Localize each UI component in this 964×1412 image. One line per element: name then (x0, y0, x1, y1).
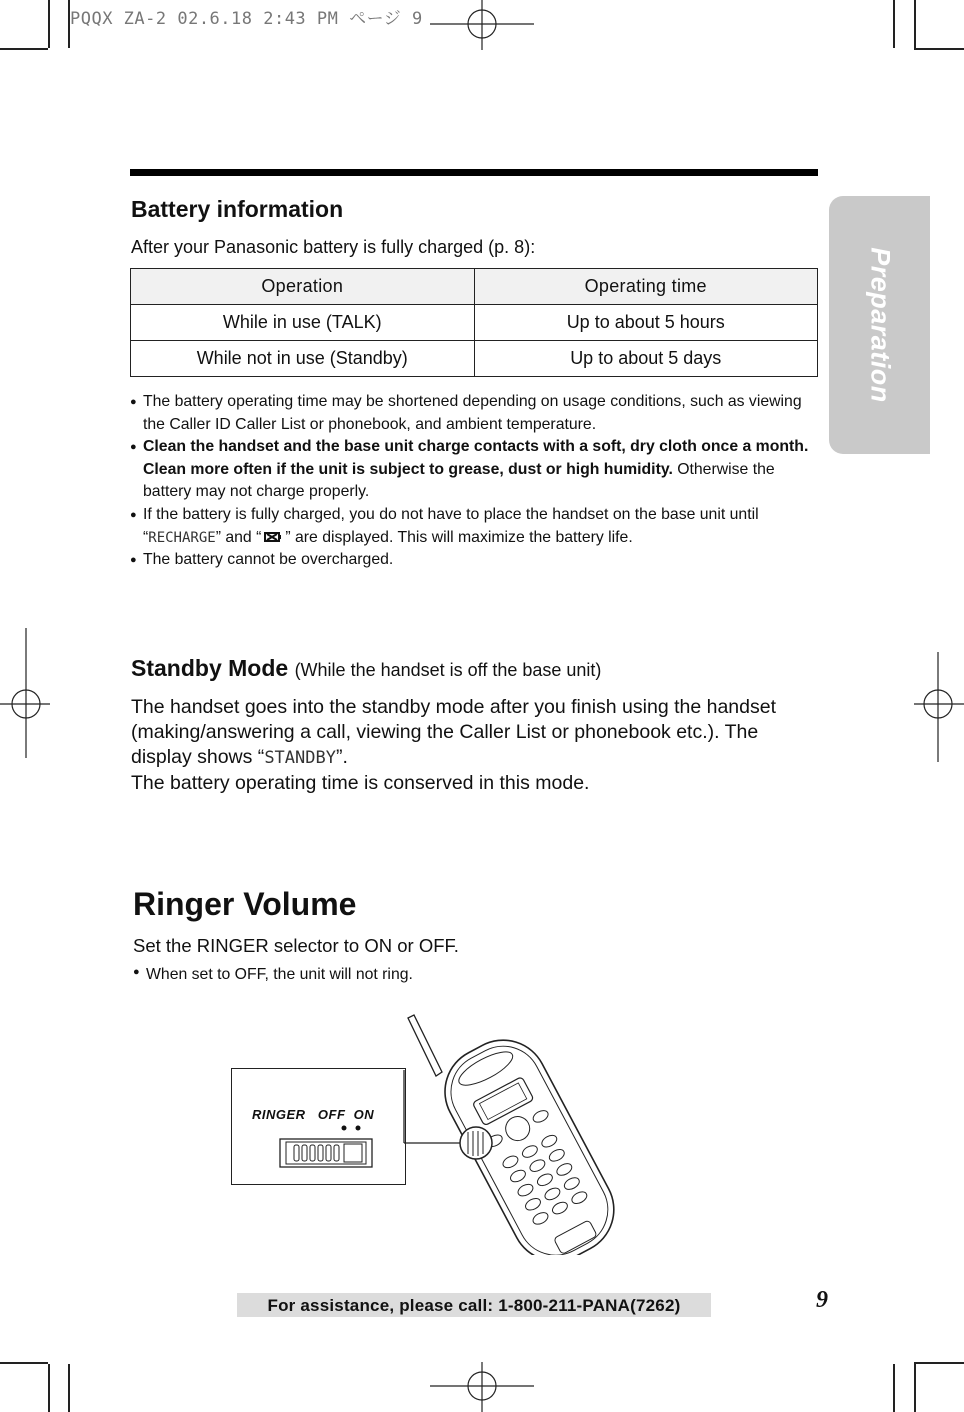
table-row (131, 305, 818, 341)
side-tab-label: Preparation (865, 247, 895, 403)
note-item: ● If the battery is fully charged, you do not have to place the handset on the base unit until “RECHARGE” and “ ” are displayed. This will maximize the battery life. (130, 504, 820, 549)
battery-icon (264, 531, 282, 543)
battery-notes (130, 391, 820, 572)
print-header: PQQX ZA-2 02.6.18 2:43 PM ページ 9 (70, 9, 423, 29)
registration-mark-right (914, 652, 964, 762)
table-header-operation: Operation (131, 269, 475, 305)
table-header-row (131, 269, 818, 305)
note-bold: Clean the handset and the base unit charge contacts with a soft, dry cloth once a month. Clean more often if the unit is subject to grease, dust or high humidity. (143, 438, 809, 478)
assistance-footer: For assistance, please call: 1-800-211-PANA(7262) (237, 1293, 711, 1317)
battery-title: Battery information (131, 196, 344, 222)
table-header-operating-time: Operating time (474, 269, 818, 305)
table-cell: While in use (TALK) (131, 305, 475, 341)
table-cell: Up to about 5 hours (474, 305, 818, 341)
note-item: ● Clean the handset and the base unit charge contacts with a soft, dry cloth once a month. Clean more often if the unit is subject to grease, dust or high humidity. Otherwise the battery may not charge properly. (130, 436, 820, 504)
ringer-label: RINGER (252, 1107, 306, 1122)
ringer-switch-drawing (232, 1069, 405, 1184)
handset-illustration (400, 1010, 620, 1255)
side-tab (829, 196, 930, 454)
registration-mark-top (430, 0, 534, 50)
standby-body: The handset goes into the standby mode after you finish using the handset (making/answering a call, viewing the Caller List or phonebook etc.). The display shows “STANDBY”. The battery operating time is conserved in this mode. (131, 696, 777, 794)
ringer-title: Ringer Volume (133, 886, 357, 922)
table-cell: While not in use (Standby) (131, 341, 475, 377)
note-item: ● The battery operating time may be shortened depending on usage conditions, such as viewing the Caller ID Caller List or phonebook, and ambient temperature. (130, 391, 820, 436)
standby-title: Standby Mode (131, 655, 289, 681)
registration-mark-left (0, 628, 50, 758)
ringer-note: ● When set to OFF, the unit will not ring. (133, 966, 413, 984)
ringer-body: Set the RINGER selector to ON or OFF. (133, 935, 459, 956)
battery-table (130, 268, 818, 377)
ringer-switch-inset (231, 1068, 406, 1185)
on-label: ON (353, 1107, 375, 1122)
table-cell: Up to about 5 days (474, 341, 818, 377)
registration-mark-bottom (430, 1362, 534, 1412)
standby-display-text: STANDBY (264, 748, 336, 768)
standby-subtitle: (While the handset is off the base unit) (294, 660, 602, 680)
top-rule (130, 169, 818, 176)
note-item: ● The battery cannot be overcharged. (130, 549, 820, 572)
page-number: 9 (816, 1287, 828, 1313)
recharge-display-text: RECHARGE (148, 529, 216, 546)
standby-heading (131, 655, 601, 682)
off-label: OFF (317, 1107, 346, 1122)
table-row (131, 341, 818, 377)
battery-intro: After your Panasonic battery is fully charged (p. 8): (131, 237, 536, 257)
